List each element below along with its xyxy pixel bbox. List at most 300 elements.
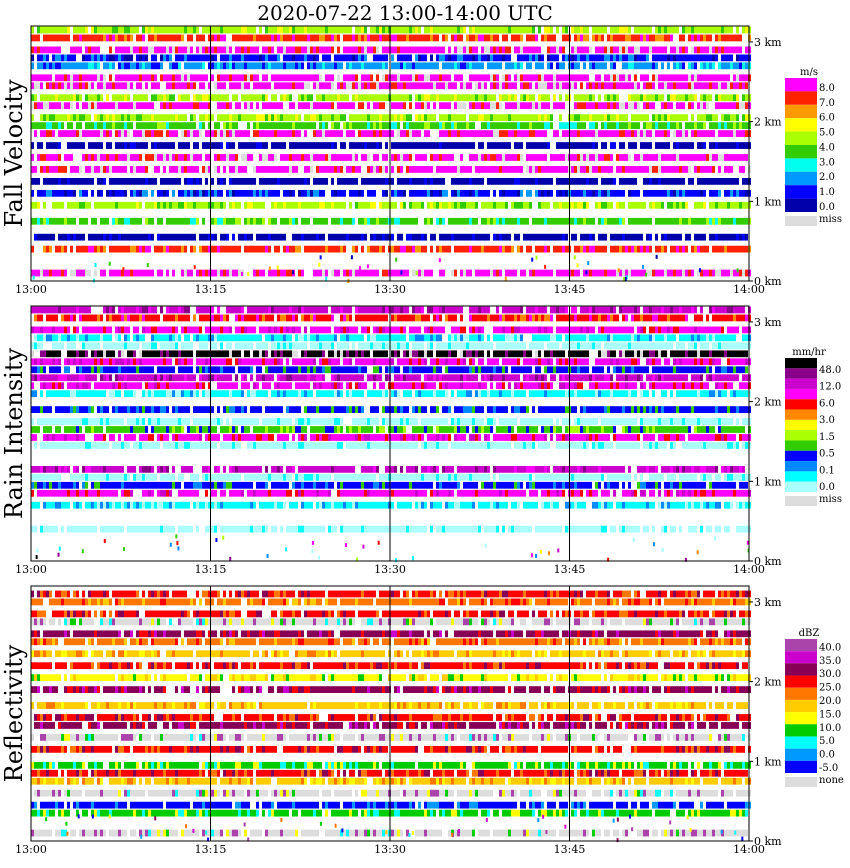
data-cell [664,142,667,149]
data-cell [433,234,436,241]
data-cell [85,202,88,209]
data-cell [640,154,643,161]
data-cell [400,27,403,34]
data-cell [556,130,559,137]
data-cell [634,35,637,42]
data-cell [463,130,466,137]
data-cell [112,218,115,225]
data-cell [535,234,538,241]
data-cell [469,82,472,89]
data-cell [40,82,43,89]
data-cell [289,202,292,209]
data-cell [163,114,166,121]
data-cell [721,234,724,241]
data-cell [553,54,556,61]
data-cell [220,47,223,54]
data-cell [250,35,253,42]
data-cell [688,27,691,34]
data-cell [694,62,697,69]
data-cell [499,122,502,129]
data-cell [421,35,424,42]
data-cell [379,130,382,137]
data-cell [229,47,232,54]
data-cell [169,218,172,225]
data-cell [328,202,331,209]
data-cell [661,35,664,42]
data-cell [640,27,643,34]
data-cell [94,166,97,173]
data-cell [604,82,607,89]
data-cell [487,190,490,197]
data-speck [416,271,418,275]
data-cell [652,114,655,121]
data-cell [247,82,250,89]
data-cell [637,47,640,54]
data-cell [247,62,250,69]
data-cell [631,62,634,69]
data-cell [532,102,535,109]
data-cell [646,114,649,121]
data-cell [601,234,604,241]
data-cell [241,54,244,61]
data-cell [352,114,355,121]
data-cell [211,94,214,101]
data-cell [145,62,148,69]
data-cell [421,166,424,173]
data-cell [574,94,577,101]
data-cell [91,142,94,149]
data-cell [562,35,565,42]
data-cell [412,35,415,42]
data-cell [517,27,520,34]
data-cell [271,102,274,109]
data-cell [139,47,142,54]
data-cell [226,142,229,149]
data-cell [271,234,274,241]
data-cell [298,130,301,137]
data-cell [616,35,619,42]
data-cell [463,62,466,69]
data-cell [736,74,739,81]
data-cell [307,190,310,197]
data-cell [85,130,88,137]
data-cell [118,246,121,253]
data-cell [118,62,121,69]
data-cell [544,122,547,129]
data-cell [358,47,361,54]
data-cell [244,74,247,81]
data-cell [508,190,511,197]
data-cell [688,102,691,109]
data-cell [679,190,682,197]
data-cell [655,202,658,209]
data-cell [673,122,676,129]
data-cell [607,166,610,173]
data-cell [334,27,337,34]
data-cell [463,142,466,149]
data-cell [100,94,103,101]
data-band [31,246,751,253]
data-cell [211,74,214,81]
data-cell [406,154,409,161]
data-cell [619,178,622,185]
data-cell [733,114,736,121]
data-cell [115,47,118,54]
data-cell [148,246,151,253]
data-cell [358,82,361,89]
data-cell [55,166,58,173]
data-cell [160,218,163,225]
data-cell [160,27,163,34]
data-cell [418,54,421,61]
data-cell [334,94,337,101]
data-cell [448,234,451,241]
data-speck [33,276,35,280]
data-cell [349,166,352,173]
data-cell [469,246,472,253]
data-cell [418,142,421,149]
data-cell [97,178,100,185]
data-cell [445,82,448,89]
data-cell [229,142,232,149]
data-cell [736,234,739,241]
data-cell [178,142,181,149]
data-cell [271,154,274,161]
data-cell [73,178,76,185]
data-cell [574,114,577,121]
data-cell [412,178,415,185]
data-cell [589,154,592,161]
data-cell [100,122,103,129]
data-cell [484,122,487,129]
data-cell [37,47,40,54]
data-cell [382,218,385,225]
data-cell [64,74,67,81]
data-cell [259,234,262,241]
data-cell [271,74,274,81]
data-cell [313,82,316,89]
data-cell [436,74,439,81]
data-cell [637,246,640,253]
data-cell [379,62,382,69]
data-cell [307,82,310,89]
data-cell [322,130,325,137]
data-cell [496,114,499,121]
data-cell [115,502,118,509]
data-cell [583,62,586,69]
data-cell [745,54,748,61]
data-cell [316,154,319,161]
data-cell [607,74,610,81]
data-cell [673,270,676,277]
data-cell [253,130,256,137]
data-cell [637,202,640,209]
data-cell [631,218,634,225]
data-cell [520,218,523,225]
data-cell [736,62,739,69]
data-cell [571,27,574,34]
data-cell [625,102,628,109]
data-cell [703,190,706,197]
data-cell [601,202,604,209]
data-cell [235,270,238,277]
data-cell [505,178,508,185]
data-cell [673,246,676,253]
data-cell [511,130,514,137]
data-cell [742,122,745,129]
data-cell [142,526,145,533]
data-cell [625,178,628,185]
data-cell [385,122,388,129]
data-cell [592,102,595,109]
data-cell [670,122,673,129]
data-cell [241,154,244,161]
data-cell [742,218,745,225]
data-cell [601,526,604,533]
data-cell [667,62,670,69]
data-cell [490,62,493,69]
data-cell [577,102,580,109]
data-cell [337,35,340,42]
data-cell [487,27,490,34]
data-cell [181,114,184,121]
data-cell [79,114,82,121]
data-cell [457,246,460,253]
data-cell [310,27,313,34]
data-cell [337,130,340,137]
data-cell [244,246,247,253]
data-cell [364,130,367,137]
data-cell [442,526,445,533]
data-cell [322,218,325,225]
data-cell [466,142,469,149]
data-cell [154,54,157,61]
data-cell [166,35,169,42]
data-cell [592,154,595,161]
data-cell [64,178,67,185]
data-cell [379,27,382,34]
data-cell [664,178,667,185]
data-cell [472,246,475,253]
data-cell [535,246,538,253]
data-cell [394,154,397,161]
data-cell [721,178,724,185]
data-cell [205,166,208,173]
data-cell [61,35,64,42]
panel-2 [0,306,842,576]
data-cell [592,190,595,197]
data-cell [370,74,373,81]
data-cell [577,246,580,253]
data-cell [628,166,631,173]
data-cell [535,54,538,61]
data-cell [124,202,127,209]
data-cell [472,102,475,109]
data-cell [151,218,154,225]
data-cell [460,47,463,54]
data-cell [562,234,565,241]
data-cell [244,190,247,197]
data-cell [133,47,136,54]
data-cell [109,178,112,185]
data-cell [100,202,103,209]
data-cell [505,130,508,137]
data-cell [445,202,448,209]
data-cell [454,142,457,149]
data-cell [340,202,343,209]
data-cell [79,526,82,533]
data-cell [52,526,55,533]
data-cell [277,234,280,241]
data-cell [400,114,403,121]
data-cell [187,62,190,69]
data-cell [562,142,565,149]
data-cell [544,166,547,173]
data-cell [700,246,703,253]
data-speck [147,263,149,267]
data-cell [61,27,64,34]
data-cell [67,154,70,161]
data-cell [448,202,451,209]
data-cell [556,178,559,185]
data-cell [535,82,538,89]
data-cell [412,202,415,209]
data-cell [307,114,310,121]
data-cell [517,122,520,129]
data-cell [370,27,373,34]
data-cell [121,122,124,129]
data-cell [595,54,598,61]
data-cell [613,47,616,54]
data-cell [169,142,172,149]
data-cell [529,190,532,197]
data-cell [127,35,130,42]
data-cell [94,47,97,54]
data-cell [637,94,640,101]
data-cell [76,122,79,129]
data-cell [148,47,151,54]
data-cell [625,246,628,253]
data-cell [115,218,118,225]
data-cell [469,270,472,277]
data-cell [670,102,673,109]
data-cell [424,190,427,197]
data-cell [187,35,190,42]
data-cell [142,234,145,241]
data-cell [430,190,433,197]
data-cell [427,62,430,69]
data-cell [565,54,568,61]
data-cell [520,270,523,277]
data-cell [718,178,721,185]
data-cell [343,35,346,42]
data-cell [73,62,76,69]
data-cell [235,526,238,533]
data-cell [298,246,301,253]
data-cell [625,54,628,61]
data-cell [139,122,142,129]
data-cell [676,102,679,109]
data-cell [145,166,148,173]
data-cell [718,47,721,54]
data-cell [247,47,250,54]
data-cell [718,166,721,173]
data-cell [577,130,580,137]
data-cell [109,27,112,34]
data-cell [112,114,115,121]
data-cell [325,114,328,121]
data-cell [187,526,190,533]
data-cell [136,526,139,533]
data-cell [652,178,655,185]
data-cell [682,82,685,89]
data-cell [727,270,730,277]
data-cell [541,130,544,137]
data-cell [103,102,106,109]
data-cell [655,246,658,253]
data-cell [61,74,64,81]
data-cell [664,27,667,34]
data-cell [112,270,115,277]
data-cell [142,246,145,253]
data-cell [670,74,673,81]
data-cell [664,166,667,173]
data-cell [658,190,661,197]
data-cell [472,130,475,137]
data-cell [532,94,535,101]
data-cell [325,102,328,109]
data-cell [472,35,475,42]
data-cell [661,234,664,241]
data-cell [739,54,742,61]
data-cell [262,62,265,69]
data-cell [406,114,409,121]
data-cell [235,122,238,129]
data-cell [289,114,292,121]
data-cell [436,154,439,161]
data-cell [406,526,409,533]
data-cell [529,202,532,209]
data-cell [589,166,592,173]
data-cell [103,54,106,61]
data-cell [100,54,103,61]
data-cell [403,102,406,109]
data-cell [175,130,178,137]
data-cell [403,142,406,149]
data-cell [184,62,187,69]
data-cell [82,102,85,109]
data-cell [325,142,328,149]
data-cell [229,202,232,209]
data-cell [145,142,148,149]
data-cell [349,154,352,161]
data-cell [97,122,100,129]
data-cell [91,246,94,253]
data-cell [334,166,337,173]
data-cell [523,270,526,277]
data-cell [244,114,247,121]
data-cell [487,130,490,137]
data-cell [52,130,55,137]
data-cell [700,82,703,89]
data-cell [469,130,472,137]
data-cell [40,234,43,241]
data-cell [271,142,274,149]
data-cell [442,202,445,209]
data-cell [625,166,628,173]
data-cell [412,74,415,81]
data-cell [37,62,40,69]
